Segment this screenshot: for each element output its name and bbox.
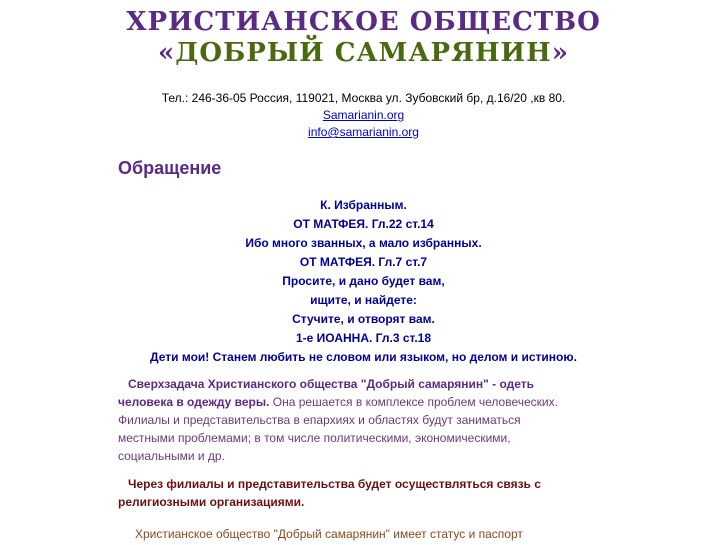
verses-block — [0, 196, 727, 367]
verse-line: ОТ МАТФЕЯ. Гл.7 ст.7 — [299, 255, 428, 269]
page-title-line-2 — [0, 37, 727, 69]
paragraph-line: Филиалы и представительства в епархиях и областях будут заниматься — [118, 413, 521, 427]
contact-info: Тел.: 246-36-05 Россия, 119021, Москва ул. Зубовский бр, д.16/20 ,кв 80. — [161, 91, 566, 105]
verse-line: Стучите, и отворят вам. — [292, 312, 435, 326]
paragraph-text: Она решается в комплексе проблем человеческих. — [269, 395, 558, 409]
organization-name: ДОБРЫЙ САМАРЯНИН — [175, 38, 552, 68]
open-quote: « — [158, 38, 176, 68]
paragraph-line: социальными и др. — [118, 449, 225, 463]
section-heading: Обращение — [118, 158, 222, 178]
site-link-row — [0, 107, 727, 124]
paragraph-text: Через филиалы и представительства будет осуществляться связь с — [128, 477, 541, 491]
paragraph-line — [118, 375, 598, 393]
paragraph-bold-text: человека в одежду веры. — [118, 395, 270, 409]
verse-line: К. Избранным. — [320, 198, 407, 212]
branches-paragraph — [118, 475, 598, 511]
paragraph-line: местными проблемами; в том числе политическими, экономическими, — [118, 431, 511, 445]
verse-line: ищите, и найдете: — [310, 293, 417, 307]
verse-line: Ибо много званных, а мало избранных. — [245, 236, 482, 250]
email-link[interactable]: info@samarianin.org — [308, 125, 419, 139]
verse-line: Дети мои! Станем любить не словом или языком, но делом и истиною. — [150, 350, 577, 364]
paragraph-line: религиозными организациями. — [118, 495, 305, 509]
paragraph-line — [118, 393, 598, 411]
close-quote: » — [551, 38, 569, 68]
page-title-line-1: ХРИСТИАНСКОЕ ОБЩЕСТВО — [126, 7, 601, 37]
verse-line: 1-е ИОАННА. Гл.3 ст.18 — [295, 331, 432, 345]
verse-line: Просите, и дано будет вам, — [282, 274, 445, 288]
site-link[interactable]: Samarianin.org — [322, 108, 405, 122]
status-paragraph: Христианское общество "Добрый самарянин" имеет статус и паспорт — [135, 527, 523, 541]
verse-line: ОТ МАТФЕЯ. Гл.22 ст.14 — [293, 217, 434, 231]
email-link-row — [0, 124, 727, 141]
paragraph-bold-text: Сверхзадача Христианского общества "Добрый самарянин" - одеть — [128, 377, 535, 391]
paragraph-line — [118, 475, 598, 493]
mission-paragraph — [118, 375, 598, 465]
